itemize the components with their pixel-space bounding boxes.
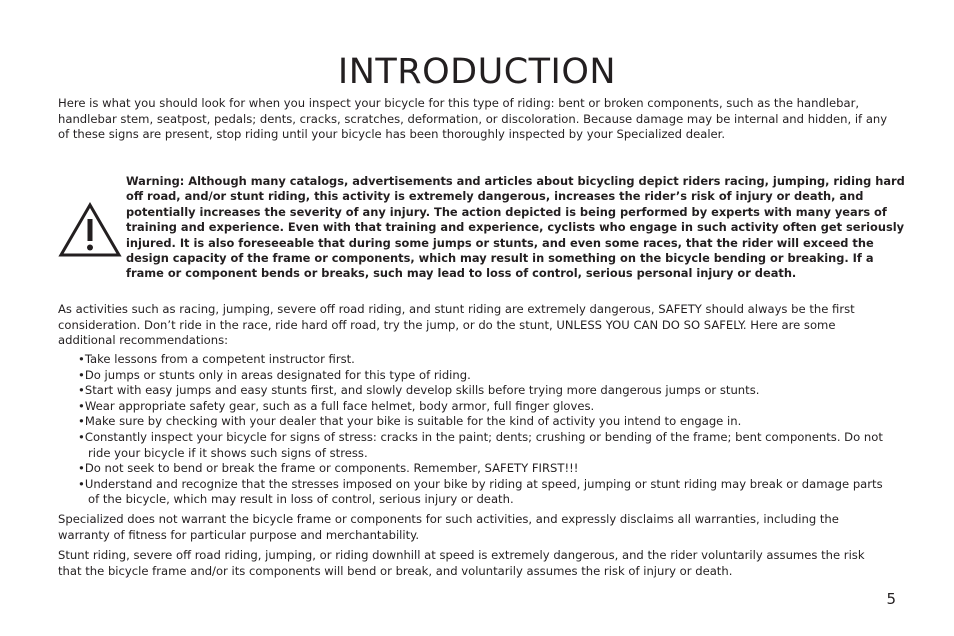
page-number: 5	[886, 590, 896, 608]
warning-paragraph: Warning: Although many catalogs, advertisements and articles about bicycling depict riders racing, jumping, riding hard off road, and/or stunt riding, this activity is extremely dangerous, increases the rider’s risk of injury or death, and potentially increases the severity of any injury. The action depicted is being performed by experts with many years of training and experience. Even with that training and experience, cyclists who engage in such activity often get seriously injured. It is also foreseeable that during some jumps or stunts, and even some races, that the rider will exceed the design capacity of the frame or components, which may result in something on the bicycle bending or breaking. If a frame or component bends or breaks, such may lead to loss of control, serious personal injury or death.	[126, 174, 905, 281]
recommendations-list	[78, 352, 888, 508]
stunt-paragraph: Stunt riding, severe off road riding, jumping, or riding downhill at speed is extremely dangerous, and the rider voluntarily assumes the risk that the bicycle frame and/or its components will bend or break, and voluntarily assumes the risk of injury or death.	[58, 548, 865, 578]
intro-paragraph: Here is what you should look for when you inspect your bicycle for this type of riding: bent or broken components, such as the handlebar, handlebar stem, seatpost, pedals; dents, cracks, scratches, deformation, or discoloration. Because damage may be internal and hidden, if any of these signs are present, stop riding until your bicycle has been thoroughly inspected by your Specialized dealer.	[58, 96, 888, 142]
safety-emphasis: UNLESS YOU CAN DO SO SAFELY	[556, 317, 743, 332]
warning-triangle-icon	[58, 202, 122, 258]
activities-end: . Here are some additional recommendations:	[58, 317, 836, 348]
list-item: • Do not seek to bend or break the frame or components. Remember, SAFETY FIRST!!!	[78, 461, 888, 477]
list-item: • Start with easy jumps and easy stunts first, and slowly develop skills before trying more dangerous jumps or stunts.	[78, 383, 888, 399]
list-item: • Make sure by checking with your dealer that your bike is suitable for the kind of activity you intend to engage in.	[78, 414, 888, 430]
disclaimer-paragraph: Specialized does not warrant the bicycle frame or components for such activities, and expressly disclaims all warranties, including the warranty of fitness for particular purpose and merchantability.	[58, 512, 839, 542]
activities-text: As activities such as racing, jumping, severe off road riding, and stunt riding are extremely dangerous, SAFETY should always be the first consideration. Don’t ride in the race, ride hard off road, try the jump, or do the stunt,	[58, 302, 855, 332]
list-item: • Constantly inspect your bicycle for signs of stress: cracks in the paint; dents; crushing or bending of the frame; bent components. Do not ride your bicycle if it shows such signs of stress.	[78, 430, 888, 461]
list-item: • Wear appropriate safety gear, such as a full face helmet, body armor, full finger gloves.	[78, 399, 888, 415]
list-item: • Do jumps or stunts only in areas designated for this type of riding.	[78, 368, 888, 384]
list-item: • Take lessons from a competent instructor first.	[78, 352, 888, 368]
activities-paragraph	[58, 302, 888, 349]
list-item: • Understand and recognize that the stresses imposed on your bike by riding at speed, jumping or stunt riding may break or damage parts of the bicycle, which may result in loss of control, serious injury or death.	[78, 477, 888, 508]
page-title: INTRODUCTION	[337, 52, 617, 92]
